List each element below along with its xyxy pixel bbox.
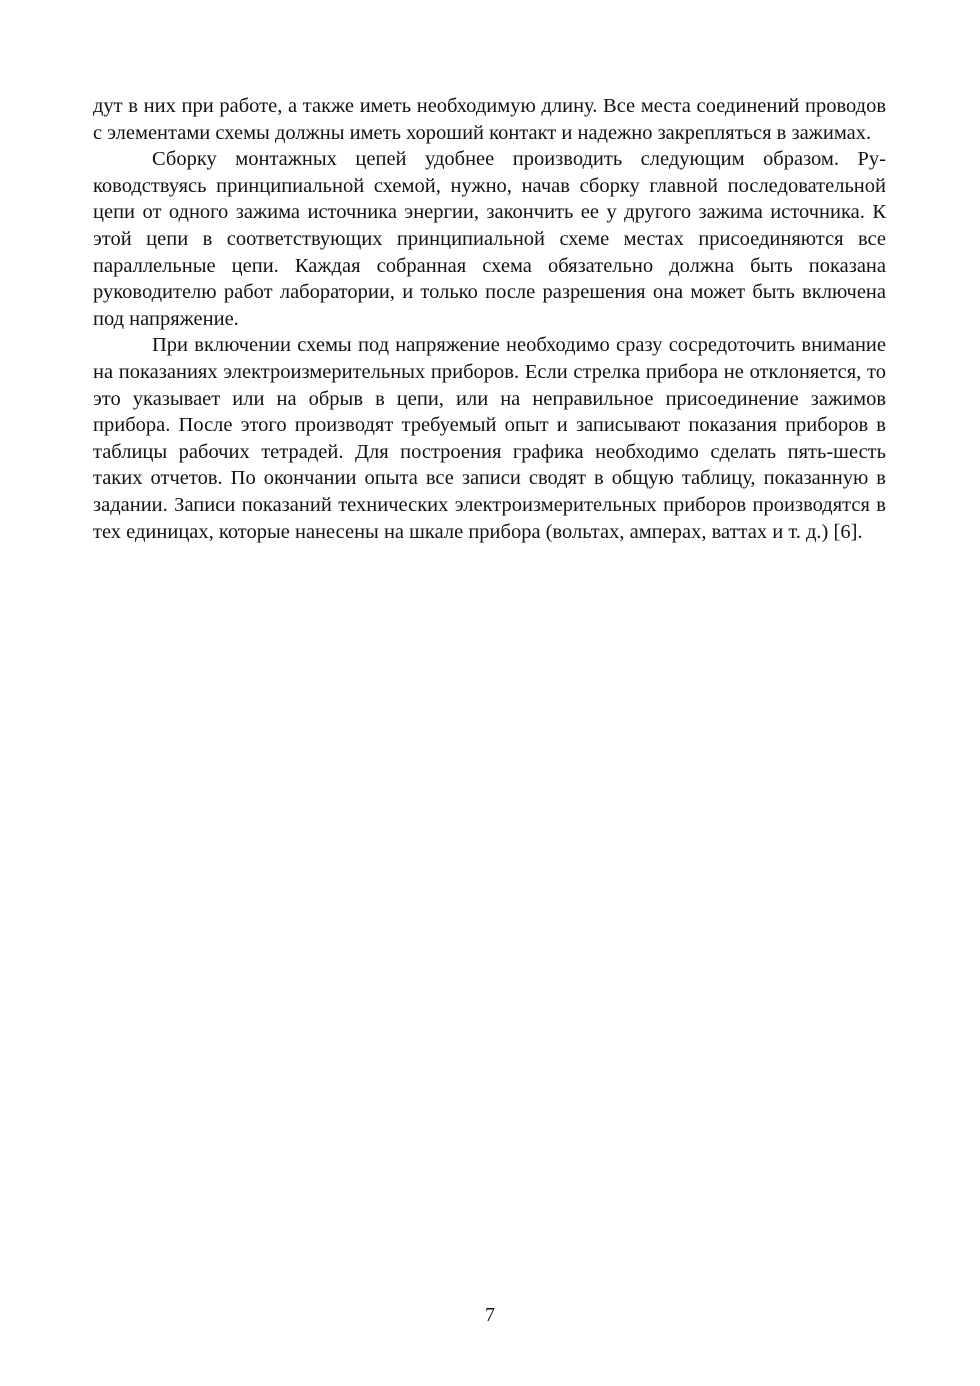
paragraph-3: При включении схемы под напряжение необходимо сразу сосредоточить внимание на показаниях электроизмерительных приборов. Если стрелка прибора не отклоняется, то это указывает или на обрыв в цепи, или на неправильное присоединение зажимов прибора. После этого производят требуемый опыт и записывают показания приборов в таблицы рабочих тетрадей. Для построения графика необходимо сделать пять-шесть таких отчетов. По окончании опыта все записи сводят в общую таблицу, показанную в задании. Записи показаний технических электроизмерительных приборов производятся в тех единицах, которые нанесены на шкале прибора (вольтах, амперах, ваттах и т. д.) [6].	[93, 334, 886, 543]
paragraph-1: дут в них при работе, а также иметь необходимую длину. Все места соединений проводов с элементами схемы должны иметь хороший контакт и надежно закрепляться в зажимах.	[93, 95, 886, 144]
page-number: 7	[485, 1304, 495, 1326]
body-text	[93, 93, 886, 545]
paragraph-2: Сборку монтажных цепей удобнее производить следующим образом. Руководствуясь принципиальной схемой, нужно, начав сборку главной последовательной цепи от одного зажима источника энергии, закончить ее у другого зажима источника. К этой цепи в соответствующих принципиальной схеме местах присоединяются все параллельные цепи. Каждая собранная схема обязательно должна быть показана руководителю работ лаборатории, и только после разрешения она может быть включена под напряжение.	[93, 148, 886, 330]
